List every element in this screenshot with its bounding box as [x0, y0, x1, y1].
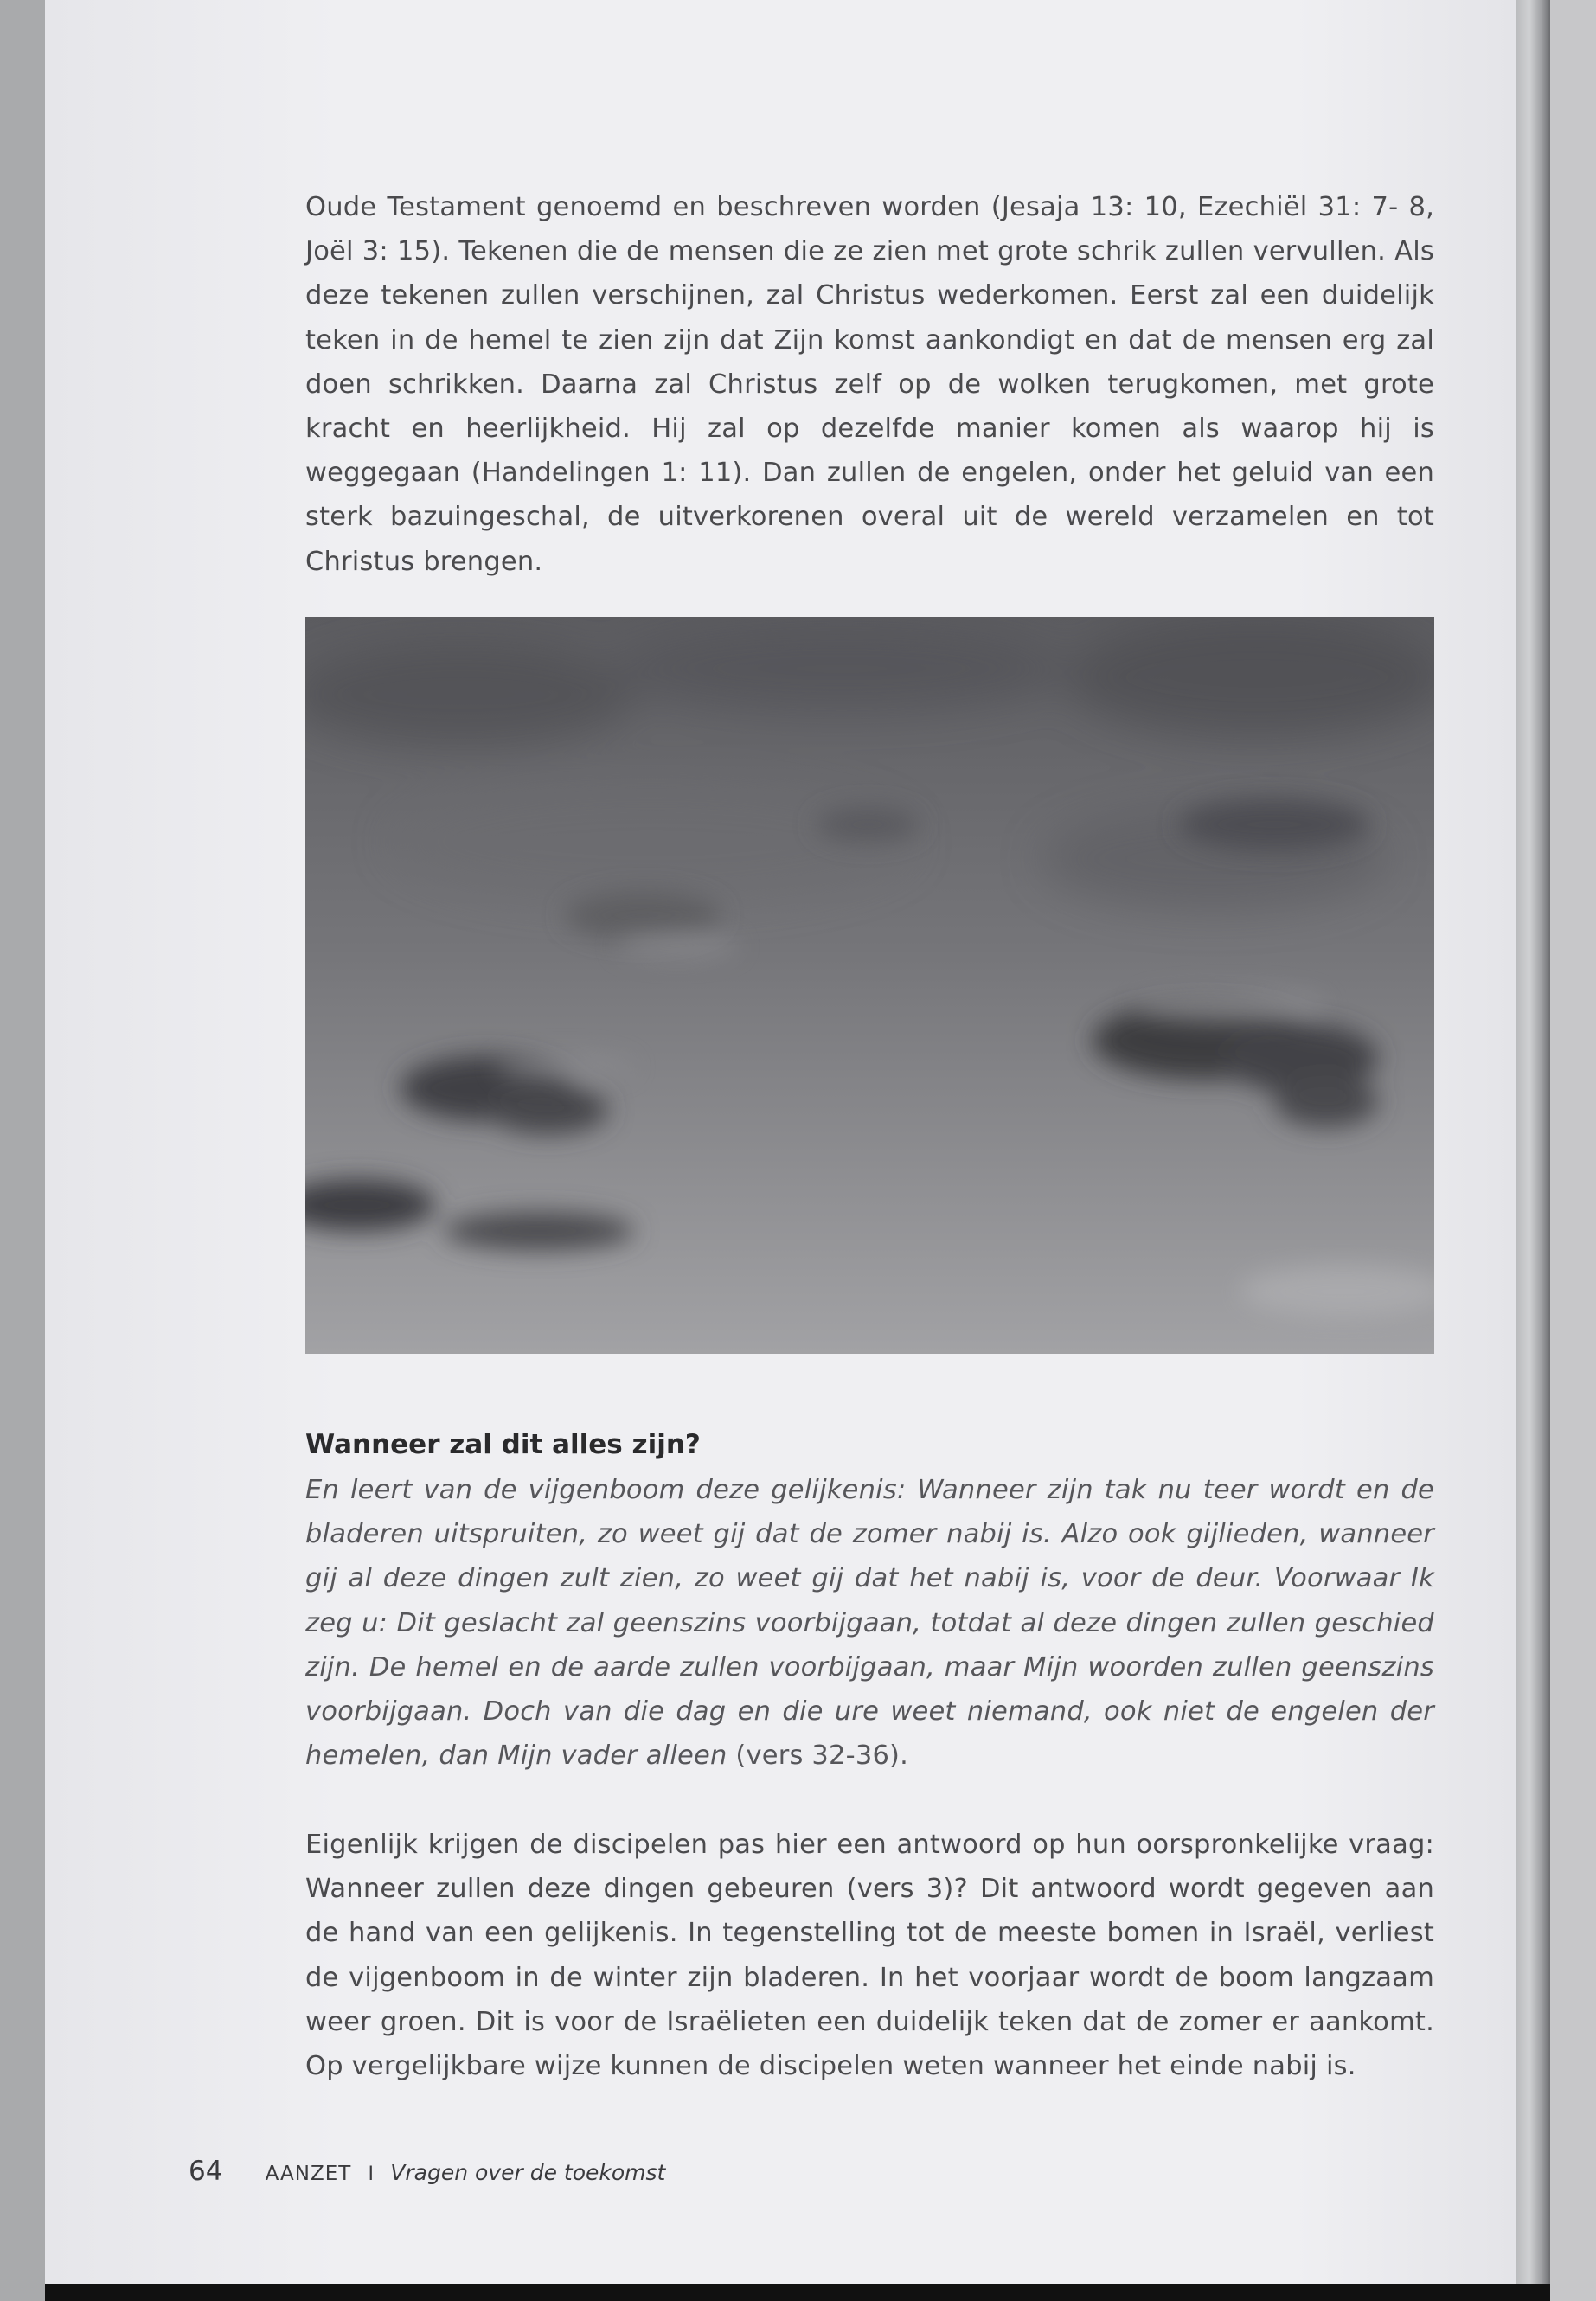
page-footer	[189, 2156, 665, 2187]
quote-reference: (vers 32-36).	[727, 1740, 909, 1772]
footer-separator: I	[368, 2163, 375, 2185]
series-name: AANZET	[265, 2163, 352, 2185]
paragraph-answer: Eigenlijk krijgen de discipelen pas hier een antwoord op hun oorspronkelijke vraag: Wanneer zullen deze dingen gebeuren (vers 3)? Dit antwoord wordt gegeven aan de hand van een gelijkenis. In tegenstelling tot de meeste bomen in Israël, verliest de vijgenboom in de winter zijn bladeren. In het voorjaar wordt de boom langzaam weer groen. Dit is voor de Israëlieten een duidelijk teken dat de zomer er aankomt. Op vergelijkbare wijze kunnen de discipelen weten wanneer het einde nabij is.	[305, 1830, 1434, 2082]
scan-background	[1550, 0, 1596, 2301]
book-spine-edge	[1516, 0, 1550, 2301]
scripture-quote	[305, 1468, 1434, 1778]
paragraph-intro: Oude Testament genoemd en beschreven worden (Jesaja 13: 10, Ezechiël 31: 7- 8, Joël 3: 15). Tekenen die de mensen die ze zien met grote schrik zullen vervullen. Als deze tekenen zullen verschijnen, zal Christus wederkomen. Eerst zal een duidelijk teken in de hemel te zien zijn dat Zijn komst aankondigt en dat de mensen erg zal doen schrikken. Daarna zal Christus zelf op de wolken terugkomen, met grote kracht en heerlijkheid. Hij zal op dezelfde manier komen als waarop hij is weggegaan (Handelingen 1: 11). Dan zullen de engelen, onder het geluid van een sterk bazuingeschal, de uitverkorenen overal uit de wereld verzamelen en tot Christus brengen.	[305, 192, 1434, 577]
scan-bottom-edge	[45, 2284, 1550, 2301]
section-heading: Wanneer zal dit alles zijn?	[305, 1429, 701, 1460]
sky-clouds-photo	[305, 617, 1434, 1354]
book-subtitle: Vragen over de toekomst	[390, 2160, 666, 2185]
quote-text: En leert van de vijgenboom deze gelijkenis: Wanneer zijn tak nu teer wordt en de bladeren uitspruiten, zo weet gij dat de zomer nabij is. Alzo ook gijlieden, wanneer gij al deze dingen zult zien, zo weet gij dat het nabij is, voor de deur. Voorwaar Ik zeg u: Dit geslacht zal geenszins voorbijgaan, totdat al deze dingen zullen geschied zijn. De hemel en de aarde zullen voorbijgaan, maar Mijn woorden zullen geenszins voorbijgaan. Doch van die dag en die ure weet niemand, ook niet de engelen der hemelen, dan Mijn vader alleen	[305, 1475, 1434, 1772]
page-number: 64	[189, 2156, 223, 2187]
